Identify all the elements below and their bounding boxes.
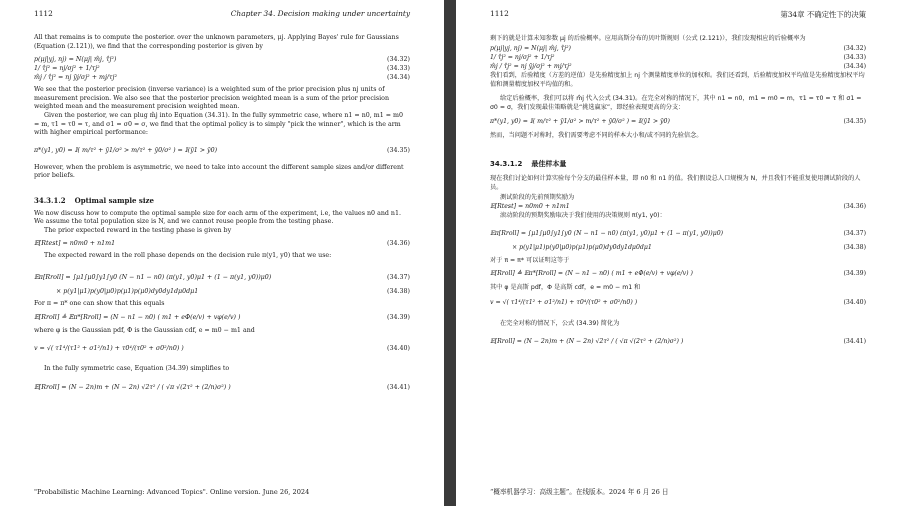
paragraph: Given the posterior, we can plug m̂j into Equation (34.31). In the fully symmetric case, where n1 = n0, m1 = m0 = m, τ1 = τ0 = τ, and σ1 = σ0 = σ, we find that the optimal policy is to simply "pick the winner", which is the arm with higher empirical performance: [34,111,403,137]
paragraph: For π = π* one can show that this equals [34,299,165,307]
equation-text: m̂j / τ̂j² = nj ȳj/σj² + mj/τj² [490,62,572,70]
equation-text: 𝔼[Rroll] ≜ 𝔼π*[Rroll] = (N − n1 − n0) ( m1 + eΦ(e/v) + vφ(e/v) ) [34,313,241,321]
paragraph: 给定后验概率，我们可以将 m̂j 代入公式 (34.31)。在完全对称的情况下，其中 n1 = n0，m1 = m0 = m，τ1 = τ0 = τ 和 σ1 = σ0 = σ，我们发现最佳策略就是“挑选赢家”，即经验表现更高的分支： [490,94,862,111]
equation [34,73,410,82]
chapter-title: 第34章 不确定性下的决策 [780,10,866,19]
equation-text: 𝔼[Rtest] = n0m0 + n1m1 [490,203,570,210]
page-body [490,34,866,358]
equation-number: ( 34.40 ) [843,293,866,313]
paragraph: 滚动阶段的预期奖励取决于我们使用的决策规则 π(y1, y0)： [500,212,666,219]
left-page [0,0,444,506]
page-number: 1112 [34,9,53,18]
equation [34,378,410,404]
equation-number: ( 34.33 ) [843,53,866,62]
section-heading [34,197,410,206]
equation [490,293,866,319]
equation-number: ( 34.38 ) [387,287,410,296]
section-title: 最佳样本量 [531,160,567,168]
equation-text: 1/ τ̂j² = nj/σj² + 1/τj² [490,53,555,61]
paragraph: We now discuss how to compute the optimal sample size for each arm of the experiment, i.e, the values n0 and n1. We assume the total population size is N, and we cannot reuse people from the testing phase. [34,209,401,226]
equation-number: ( 34.33 ) [387,64,410,73]
equation-number: ( 34.40 ) [387,339,410,359]
equation-text: × p(y1|μ1)p(y0|μ0)p(μ1)p(μ0)dy0dy1dμ0dμ1 [56,287,199,295]
equation-text: p(μj|yj, nj) = N(μj| m̂j, τ̂j²) [490,44,571,52]
equation-text: 1/ τ̂j² = nj/σj² + 1/τj² [34,65,100,73]
equation [490,265,866,283]
paragraph: The prior expected reward in the testing phase is given by [44,226,232,234]
paragraph: 其中 φ 是高斯 pdf，Φ 是高斯 cdf，e = m0 − m1 和 [490,284,641,291]
equation [490,202,866,211]
equation-number: ( 34.41 ) [843,332,866,352]
paragraph: 剩下的就是计算未知参数 μj 的后验概率。应用高斯分布的贝叶斯规则（公式 (2.121)），我们发现相应的后验概率为 [490,35,806,42]
equation [490,243,866,252]
equation-number: ( 34.36 ) [843,202,866,211]
equation-number: ( 34.35 ) [843,113,866,131]
paragraph: 我们看到，后验精度（方差的逆值）是先验精度加上 nj 个测量精度单位的加权和。我们还看到，后验精度加权平均值是先验精度加权平均值和测量精度加权平均值的和。 [490,71,865,88]
equation-number: ( 34.34 ) [387,73,410,82]
equation [490,62,866,71]
equation-number: ( 34.35 ) [387,142,410,160]
equation [34,142,410,160]
equation-number: ( 34.39 ) [387,309,410,327]
page-footer: “概率机器学习：高级主题”。在线版本。2024 年 6 月 26 日 [490,488,669,496]
page-header [490,9,866,21]
equation [490,225,866,243]
equation-number: ( 34.37 ) [843,225,866,243]
equation [34,64,410,73]
page-footer: "Probabilistic Machine Learning: Advanced Topics". Online version. June 26, 2024 [34,488,310,496]
equation [490,53,866,62]
equation [34,55,410,64]
equation-text: × p(y1|μ1)p(y0|μ0)p(μ1)p(μ0)dy0dy1dμ0dμ1 [512,243,652,251]
paragraph: The expected reward in the roll phase depends on the decision rule π(y1, y0) that we use: [44,252,332,260]
equation-text: 𝔼[Rroll] ≜ 𝔼π*[Rroll] = (N − n1 − n0) ( m1 + eΦ(e/v) + vφ(e/v) ) [490,270,693,277]
section-heading [490,160,866,170]
equation [490,113,866,131]
equation [490,332,866,358]
equation-number: ( 34.34 ) [843,62,866,71]
paragraph: 现在我们讨论如何计算实验每个分支的最佳样本量，即 n0 和 n1 的值。我们假设总人口规模为 N，并且我们不能重复使用测试阶段的人员。 [490,174,861,191]
section-title: Optimal sample size [74,195,154,205]
equation-text: v = √( τ1⁴/(τ1² + σ1²/n1) + τ0⁴/(τ0² + σ0²/n0) ) [34,345,184,353]
paragraph: In the fully symmetric case, Equation (34.39) simplifies to [44,365,230,373]
section-number: 34.3.1.2 [490,160,523,168]
right-page [456,0,900,506]
paragraph: 然而，当问题不对称时，我们需要考虑不同的样本大小和/或不同的先验信念。 [490,131,703,139]
equation-number: ( 34.38 ) [843,243,866,252]
equation-text: π*(y1, y0) = 𝕀( m/τ² + ȳ1/σ² > m/τ² + ȳ0/σ² ) = 𝕀(ȳ1 > ȳ0) [34,146,218,154]
paragraph: 测试阶段的先前预期奖励为 [500,193,575,201]
equation-number: ( 34.32 ) [387,55,410,64]
chapter-title: Chapter 34. Decision making under uncertainty [230,9,410,18]
equation-text: 𝔼[Rtest] = n0m0 + n1m1 [34,240,116,248]
equation [34,239,410,248]
equation-text: m̂j / τ̂j² = nj ȳj/σj² + mj/τj² [34,74,117,82]
paragraph: All that remains is to compute the posterior. over the unknown parameters, μj. Applying Bayes' rule for Gaussians (Equation (2.121)), we find that the corresponding posterior is given by [34,34,399,50]
section-number: 34.3.1.2 [34,195,66,205]
equation [34,269,410,287]
equation-text: 𝔼π[Rroll] = ∫μ1∫μ0∫y1∫y0 (N − n1 − n0) (π(y1, y0)μ1 + (1 − π(y1, y0))μ0) [34,273,272,281]
paragraph: However, when the problem is asymmetric, we need to take into account the different sample sizes and/or different prior beliefs. [34,163,404,180]
page-number: 1112 [490,9,509,18]
equation-text: 𝔼[Rroll] = (N − 2n)m + (N − 2n) √2τ² / ( √π √(2τ² + (2/n)σ²) ) [34,383,231,391]
equation [34,309,410,327]
equation-number: ( 34.41 ) [387,378,410,398]
equation-text: 𝔼π[Rroll] = ∫μ1∫μ0∫y1∫y0 (N − n1 − n0) (π(y1, y0)μ1 + (1 − π(y1, y0))μ0) [490,229,724,237]
equation-number: ( 34.36 ) [387,239,410,248]
page-header [34,9,410,21]
equation-text: π*(y1, y0) = 𝕀( m/τ² + ȳ1/σ² > m/τ² + ȳ0/σ² ) = 𝕀(ȳ1 > ȳ0) [490,117,670,125]
paragraph: 在完全对称的情况下，公式 (34.39) 简化为 [500,319,620,327]
paragraph: 对于 π = π* 可以证明这等于 [490,256,570,264]
equation [34,339,410,365]
equation-text: v = √( τ1⁴/(τ1² + σ1²/n1) + τ0⁴/(τ0² + σ0²/n0) ) [490,298,638,306]
page-body [34,34,410,404]
equation [490,44,866,53]
equation [34,287,410,296]
equation-number: ( 34.37 ) [387,269,410,287]
equation-number: ( 34.39 ) [843,265,866,283]
paragraph: where φ is the Gaussian pdf, Φ is the Gaussian cdf, e = m0 − m1 and [34,326,255,334]
equation-number: ( 34.32 ) [843,44,866,53]
paragraph: We see that the posterior precision (inverse variance) is a weighted sum of the prior precision plus nj units of measurement precision. We also see that the posterior precision weighted mean is a sum of the prior precision weighted mean and the measurement precision weighted mean. [34,86,390,111]
equation-text: 𝔼[Rroll] = (N − 2n)m + (N − 2n) √2τ² / ( √π √(2τ² + (2/n)σ²) ) [490,338,684,345]
equation-text: p(μj|yj, nj) = N(μj| m̂j, τ̂j²) [34,56,117,64]
